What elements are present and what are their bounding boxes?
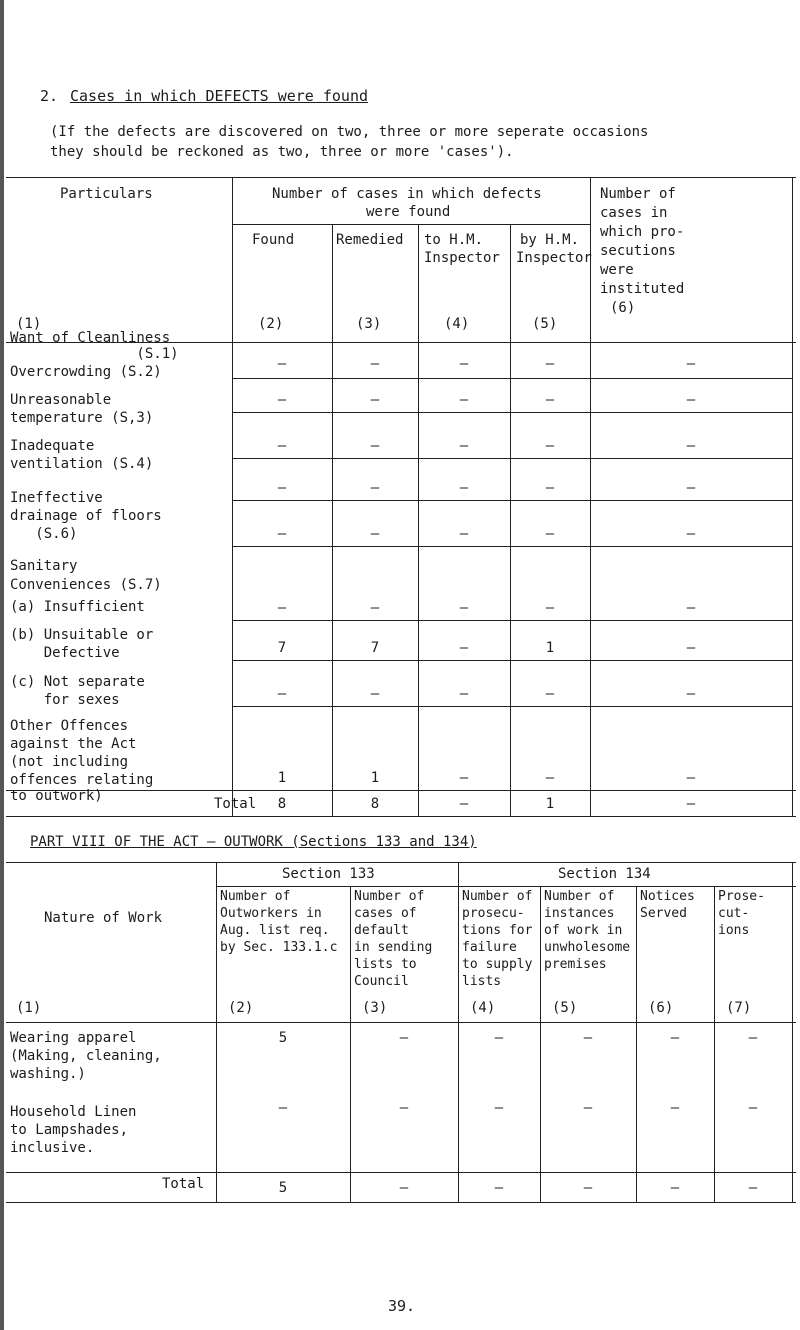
col-header-c5: unwholesome xyxy=(544,940,631,955)
table-cell: – xyxy=(545,600,555,616)
col-prosecutions-header-5: were xyxy=(600,262,634,278)
section-number: 2. xyxy=(40,87,59,105)
total-cell: 1 xyxy=(545,796,555,812)
col-header-c3: in sending xyxy=(354,940,433,955)
table-cell: – xyxy=(686,600,696,616)
col-to-hm-header-1: to H.M. xyxy=(424,232,484,248)
table-cell: – xyxy=(370,438,380,454)
col-number-c4: (4) xyxy=(470,1000,496,1016)
row-label: temperature (S,3) xyxy=(10,410,154,426)
section-133-header: Section 133 xyxy=(282,866,375,882)
col-header-c3: Number of xyxy=(354,889,425,904)
table-cell: – xyxy=(277,600,287,616)
col-header-c3: lists to xyxy=(354,957,417,972)
row-label: Unreasonable xyxy=(10,392,112,408)
total-cell: 5 xyxy=(278,1180,288,1196)
table-cell: – xyxy=(545,438,555,454)
col-prosecutions-number: (6) xyxy=(610,300,636,316)
col-number-c6: (6) xyxy=(648,1000,674,1016)
col-number-c5: (5) xyxy=(552,1000,578,1016)
col-header-c4: to supply xyxy=(462,957,533,972)
row-label: Conveniences (S.7) xyxy=(10,577,162,593)
table-cell: – xyxy=(545,392,555,408)
col-header-c2: Number of xyxy=(220,889,291,904)
col-found-number: (2) xyxy=(258,316,284,332)
group-header-line1: Number of cases in which defects xyxy=(272,186,542,202)
table-cell: 1 xyxy=(370,770,380,786)
col-header-c5: premises xyxy=(544,957,607,972)
note-line-2: they should be reckoned as two, three or more 'cases'). xyxy=(50,144,514,160)
col-header-c2: Aug. list req. xyxy=(220,923,330,938)
col-header-c4: lists xyxy=(462,974,502,989)
col-header-c4: Number of xyxy=(462,889,533,904)
col-header-c4: failure xyxy=(462,940,517,955)
table-cell: 5 xyxy=(278,1030,288,1046)
col-number-c3: (3) xyxy=(362,1000,388,1016)
table-cell: – xyxy=(277,438,287,454)
col-header-c6: Notices xyxy=(640,889,695,904)
total-cell: 8 xyxy=(277,796,287,812)
row-label: Want of Cleanliness xyxy=(10,330,171,346)
col-prosecutions-header-3: which pro- xyxy=(600,224,685,240)
total-cell: – xyxy=(670,1180,680,1196)
part-heading: PART VIII OF THE ACT – OUTWORK (Sections 133 and 134) xyxy=(30,834,477,850)
col-header-c6: Served xyxy=(640,906,687,921)
col-by-hm-header-1: by H.M. xyxy=(520,232,580,248)
row-label: (c) Not separate xyxy=(10,674,145,690)
col-to-hm-number: (4) xyxy=(444,316,470,332)
table-cell: – xyxy=(277,686,287,702)
row-label: offences relating xyxy=(10,772,154,788)
table-cell: – xyxy=(670,1030,680,1046)
total-label: Total xyxy=(162,1176,205,1192)
table-cell: – xyxy=(545,526,555,542)
total-cell: – xyxy=(748,1180,758,1196)
col-number-c2: (2) xyxy=(228,1000,254,1016)
total-cell: – xyxy=(686,796,696,812)
table-cell: – xyxy=(459,770,469,786)
table-cell: – xyxy=(686,356,696,372)
table-cell: – xyxy=(686,480,696,496)
row-label: washing.) xyxy=(10,1066,86,1082)
total-cell: – xyxy=(494,1180,504,1196)
col-number-c7: (7) xyxy=(726,1000,752,1016)
table-cell: – xyxy=(686,770,696,786)
col-header-c3: default xyxy=(354,923,409,938)
col-header-c4: prosecu- xyxy=(462,906,525,921)
row-label: to Lampshades, xyxy=(10,1122,129,1138)
table-cell: – xyxy=(399,1030,409,1046)
table-cell: – xyxy=(370,392,380,408)
table-cell: – xyxy=(459,392,469,408)
table-cell: – xyxy=(583,1100,593,1116)
row-label: ventilation (S.4) xyxy=(10,456,154,472)
row-label: inclusive. xyxy=(10,1140,95,1156)
table-cell: – xyxy=(370,600,380,616)
table-cell: – xyxy=(459,526,469,542)
row-label: (b) Unsuitable or xyxy=(10,627,154,643)
col-header-c4: tions for xyxy=(462,923,533,938)
row-label: drainage of floors xyxy=(10,508,162,524)
col-prosecutions-header-4: secutions xyxy=(600,243,676,259)
col-prosecutions-header-2: cases in xyxy=(600,205,668,221)
group-header-line2: were found xyxy=(366,204,451,220)
col-header-c5: instances xyxy=(544,906,615,921)
table-cell: – xyxy=(748,1030,758,1046)
col-header-c3: cases of xyxy=(354,906,417,921)
table-cell: – xyxy=(277,526,287,542)
table-cell: – xyxy=(399,1100,409,1116)
page-number: 39. xyxy=(388,1297,416,1315)
row-label: Defective xyxy=(10,645,120,661)
table-cell: – xyxy=(686,438,696,454)
row-label: (not including xyxy=(10,754,129,770)
table-cell: – xyxy=(494,1030,504,1046)
total-label: Total xyxy=(214,796,257,812)
col-nature-header: Nature of Work xyxy=(44,910,163,926)
total-cell: – xyxy=(583,1180,593,1196)
table-cell: – xyxy=(545,480,555,496)
table-cell: – xyxy=(278,1100,288,1116)
row-label: Ineffective xyxy=(10,490,103,506)
table-cell: – xyxy=(370,686,380,702)
page-left-edge xyxy=(0,0,4,1330)
col-remedied-header: Remedied xyxy=(336,232,404,248)
table-cell: 1 xyxy=(277,770,287,786)
col-particulars-number: (1) xyxy=(16,316,42,332)
table-cell: 7 xyxy=(370,640,380,656)
table-cell: 1 xyxy=(545,640,555,656)
table-cell: – xyxy=(277,392,287,408)
col-header-c5: Number of xyxy=(544,889,615,904)
row-label: for sexes xyxy=(10,692,120,708)
table-cell: – xyxy=(370,356,380,372)
table-cell: – xyxy=(545,356,555,372)
col-particulars-header: Particulars xyxy=(60,186,153,202)
row-label: (Making, cleaning, xyxy=(10,1048,162,1064)
table-cell: – xyxy=(459,686,469,702)
col-to-hm-header-2: Inspector xyxy=(424,250,500,266)
table-cell: – xyxy=(545,770,555,786)
table-cell: 7 xyxy=(277,640,287,656)
row-label: Overcrowding (S.2) xyxy=(10,364,162,380)
row-label: Household Linen xyxy=(10,1104,137,1120)
table-cell: – xyxy=(277,356,287,372)
table-cell: – xyxy=(748,1100,758,1116)
row-label: Inadequate xyxy=(10,438,95,454)
row-label: (a) Insufficient xyxy=(10,599,145,615)
table-cell: – xyxy=(686,686,696,702)
table-cell: – xyxy=(459,356,469,372)
total-cell: 8 xyxy=(370,796,380,812)
table-cell: – xyxy=(545,686,555,702)
col-header-c2: Outworkers in xyxy=(220,906,322,921)
col-header-c7: Prose- xyxy=(718,889,765,904)
table-cell: – xyxy=(686,640,696,656)
note-line-1: (If the defects are discovered on two, three or more seperate occasions xyxy=(50,124,649,140)
row-label: (S.6) xyxy=(10,526,78,542)
table-cell: – xyxy=(670,1100,680,1116)
col-nature-number: (1) xyxy=(16,1000,42,1016)
row-label: Sanitary xyxy=(10,558,78,574)
table-cell: – xyxy=(459,640,469,656)
row-label: to outwork) xyxy=(10,788,103,804)
table-cell: – xyxy=(370,480,380,496)
col-found-header: Found xyxy=(252,232,295,248)
col-header-c3: Council xyxy=(354,974,409,989)
section-title: Cases in which DEFECTS were found xyxy=(70,87,369,105)
row-label: against the Act xyxy=(10,736,137,752)
total-cell: – xyxy=(459,796,469,812)
row-label: Wearing apparel xyxy=(10,1030,137,1046)
col-by-hm-number: (5) xyxy=(532,316,558,332)
table-cell: – xyxy=(459,600,469,616)
row-label: Other Offences xyxy=(10,718,129,734)
col-header-c5: of work in xyxy=(544,923,623,938)
table-cell: – xyxy=(494,1100,504,1116)
col-header-c2: by Sec. 133.1.c xyxy=(220,940,338,955)
col-prosecutions-header-1: Number of xyxy=(600,186,676,202)
section-134-header: Section 134 xyxy=(558,866,651,882)
table-cell: – xyxy=(459,438,469,454)
table-cell: – xyxy=(686,392,696,408)
col-remedied-number: (3) xyxy=(356,316,382,332)
table-cell: – xyxy=(686,526,696,542)
col-header-c7: ions xyxy=(718,923,750,938)
table-cell: – xyxy=(370,526,380,542)
total-cell: – xyxy=(399,1180,409,1196)
table-cell: – xyxy=(583,1030,593,1046)
col-header-c7: cut- xyxy=(718,906,750,921)
table-cell: – xyxy=(459,480,469,496)
col-prosecutions-header-6: instituted xyxy=(600,281,685,297)
table-cell: – xyxy=(277,480,287,496)
row-label: (S.1) xyxy=(10,346,179,362)
col-by-hm-header-2: Inspector xyxy=(516,250,592,266)
